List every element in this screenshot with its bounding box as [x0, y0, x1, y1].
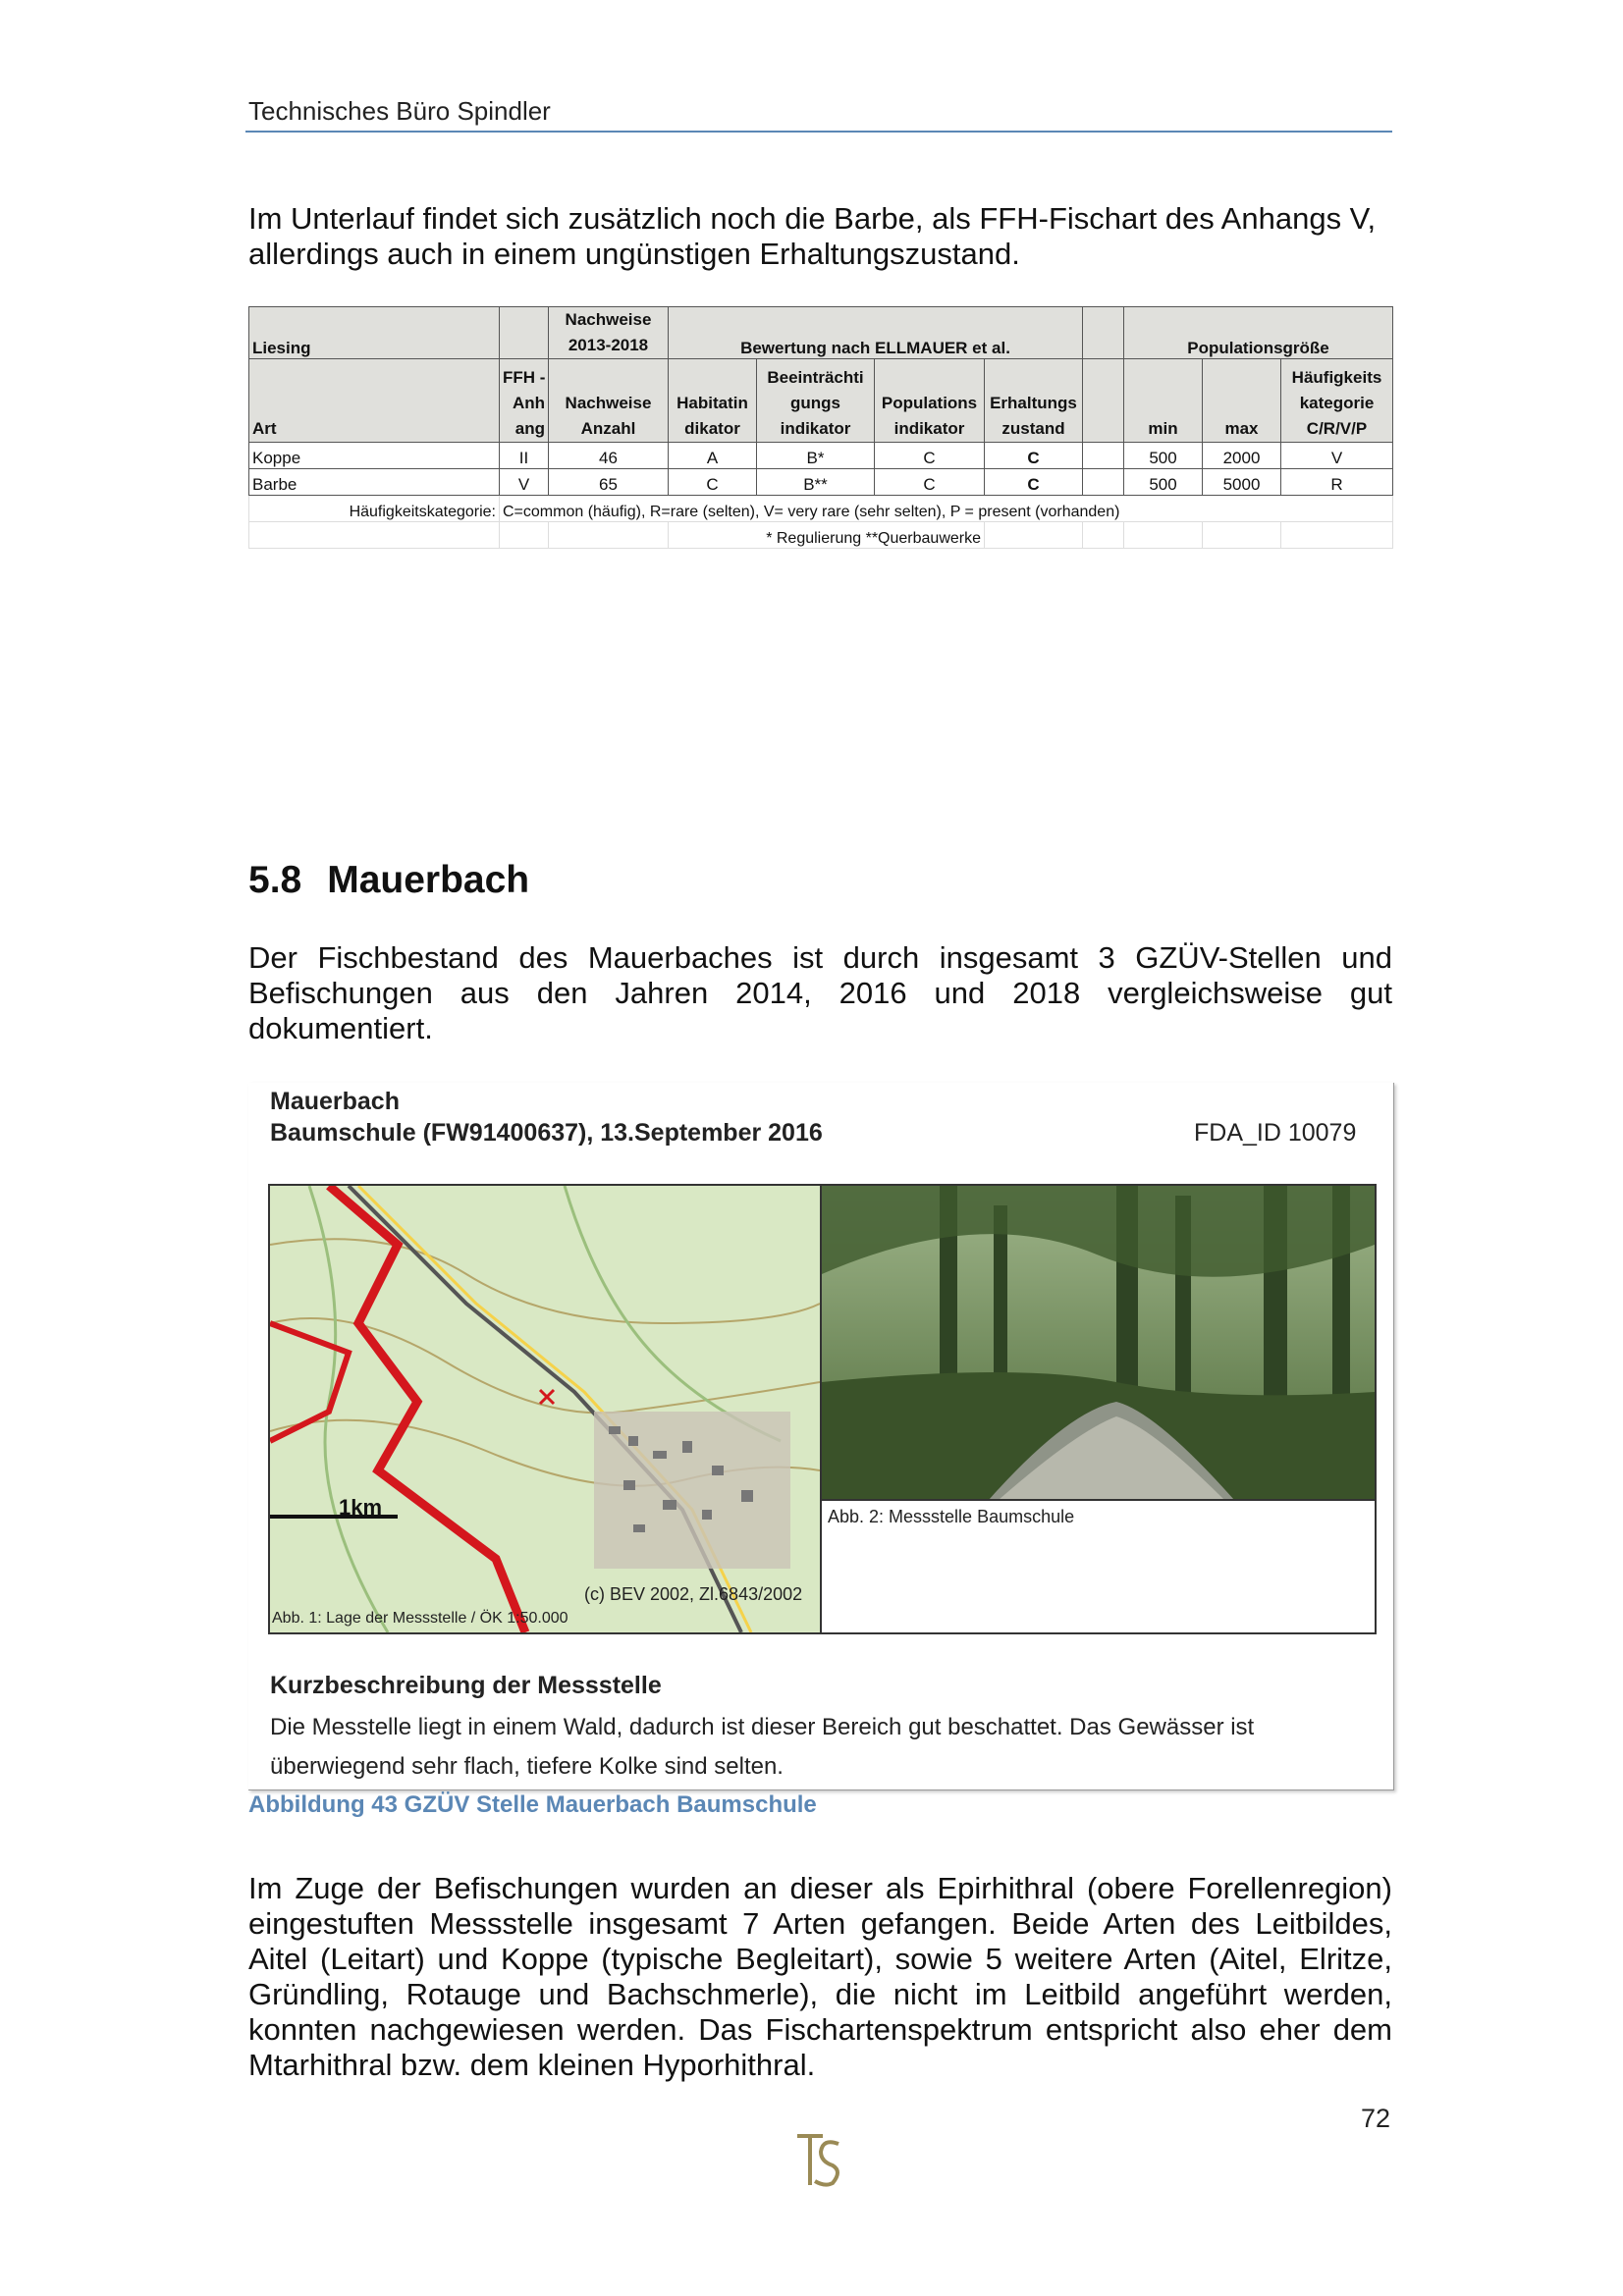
text-line: eingestuften Messstelle insgesamt 7 Arten gefangen. Beide Arten des Leitbildes, [248, 1906, 1392, 1941]
header-line: FFH - [503, 368, 546, 387]
text-line: Im Unterlauf findet sich zusätzlich noch die Barbe, als FFH-Fischart des Anhangs V, [248, 201, 1377, 236]
cell-min: 500 [1124, 469, 1203, 496]
figure-title: Mauerbach [270, 1088, 400, 1115]
section-paragraph [248, 940, 1392, 1046]
cell-empty [985, 522, 1083, 549]
cell-max: 2000 [1203, 443, 1281, 469]
header-line: ang [514, 419, 545, 438]
table-header-bewertung: Bewertung nach ELLMAUER et al. [669, 307, 1083, 359]
table-footnote: * Regulierung **Querbauwerke [669, 522, 985, 549]
section-number: 5.8 [248, 859, 302, 901]
forest-stream-photo [822, 1186, 1375, 1632]
text-line: Aitel (Leitart) und Koppe (typische Begleitart), sowie 5 weitere Arten (Aitel, Elritze, [248, 1942, 1392, 1976]
cell-anzahl: 46 [549, 443, 669, 469]
map-copyright: (c) BEV 2002, Zl.6843/2002 [584, 1584, 803, 1604]
header-rule [245, 131, 1392, 133]
cell-popind: C [875, 469, 985, 496]
table-header-cell [500, 307, 549, 359]
cell-empty [1083, 469, 1124, 496]
section-heading [248, 859, 529, 902]
text-line: Im Zuge der Befischungen wurden an dieser als Epirhithral (obere Forellenregion) [248, 1871, 1392, 1905]
closing-paragraph [248, 1871, 1392, 2083]
cell-erhalt: C [985, 443, 1083, 469]
header-line: Populations [881, 394, 978, 412]
table-header-habitat [669, 359, 757, 443]
text-line: Der Fischbestand des Mauerbaches ist durch insgesamt 3 GZÜV-Stellen und [248, 940, 1392, 975]
header-line: gungs [790, 394, 840, 412]
legend-label: Häufigkeitskategorie: [249, 496, 500, 522]
figure-subtitle: Baumschule (FW91400637), 13.September 2016 [270, 1119, 823, 1147]
table-legend-row [249, 496, 1393, 522]
header-line: 2013-2018 [568, 336, 649, 354]
header-line: indikator [780, 419, 851, 438]
text-line: überwiegend sehr flach, tiefere Kolke sind selten. [270, 1753, 784, 1780]
text-line: Befischungen aus den Jahren 2014, 2016 und 2018 vergleichsweise gut [248, 976, 1392, 1010]
kurzbeschreibung-text [270, 1708, 1370, 1787]
table-header-max: max [1203, 359, 1281, 443]
section-title: Mauerbach [327, 859, 530, 901]
cell-beeintr: B* [757, 443, 875, 469]
cell-empty [1203, 522, 1281, 549]
cell-max: 5000 [1203, 469, 1281, 496]
table-row [249, 443, 1393, 469]
ts-logo [793, 2130, 848, 2196]
header-line: Anh [512, 394, 545, 412]
map-image [268, 1184, 822, 1634]
cell-art: Koppe [249, 443, 500, 469]
header-line: Beeinträchti [767, 368, 864, 387]
page-number: 72 [1361, 2104, 1391, 2133]
header-line: Anzahl [580, 419, 636, 438]
cell-ffh: II [500, 443, 549, 469]
header-line: Habitatin [676, 394, 748, 412]
table-header-beeintr [757, 359, 875, 443]
table-header-ffh [500, 359, 549, 443]
table-header-anzahl [549, 359, 669, 443]
cell-empty [1281, 522, 1393, 549]
table-header-population: Populationsgröße [1124, 307, 1393, 359]
table-header-liesing: Liesing [249, 307, 500, 359]
photo-image [820, 1184, 1377, 1634]
map-caption: Abb. 1: Lage der Messstelle / ÖK 1:50.000 [272, 1610, 568, 1627]
cell-empty [549, 522, 669, 549]
table-header-kat [1281, 359, 1393, 443]
table-header-nachweise [549, 307, 669, 359]
cell-erhalt: C [985, 469, 1083, 496]
header-line: dikator [684, 419, 740, 438]
cell-empty [1124, 522, 1203, 549]
text-line: Gründling, Rotauge und Bachschmerle), die nicht im Leitbild angeführt werden, [248, 1977, 1392, 2011]
photo-caption: Abb. 2: Messstelle Baumschule [828, 1507, 1075, 1526]
header-line: Nachweise [565, 310, 652, 329]
cell-min: 500 [1124, 443, 1203, 469]
table-footnote-row [249, 522, 1393, 549]
map-scale-label: 1km [339, 1495, 383, 1520]
figure-fda-id: FDA_ID 10079 [1194, 1119, 1357, 1147]
cell-habitat: A [669, 443, 757, 469]
logo-icon [793, 2130, 848, 2191]
cell-empty [500, 522, 549, 549]
table-header-min: min [1124, 359, 1203, 443]
header-line: Häufigkeits [1291, 368, 1382, 387]
header-line: Nachweise [565, 394, 652, 412]
table-header-art: Art [249, 359, 500, 443]
table-row [249, 469, 1393, 496]
cell-empty [249, 522, 500, 549]
text-line: Die Messtelle liegt in einem Wald, dadurch ist dieser Bereich gut beschattet. Das Gewässer ist [270, 1714, 1255, 1740]
text-line: allerdings auch in einem ungünstigen Erhaltungszustand. [248, 237, 1020, 271]
header-line: zustand [1001, 419, 1065, 438]
table-header-cell [1083, 307, 1124, 359]
cell-anzahl: 65 [549, 469, 669, 496]
intro-paragraph [248, 201, 1392, 272]
cell-popind: C [875, 443, 985, 469]
cell-kat: V [1281, 443, 1393, 469]
figure-caption: Abbildung 43 GZÜV Stelle Mauerbach Baumschule [248, 1791, 817, 1818]
header-line: kategorie [1299, 394, 1375, 412]
cell-beeintr: B** [757, 469, 875, 496]
table-header-cell [1083, 359, 1124, 443]
cell-kat: R [1281, 469, 1393, 496]
cell-habitat: C [669, 469, 757, 496]
cell-empty [1083, 443, 1124, 469]
table-header-erhalt [985, 359, 1083, 443]
legend-text: C=common (häufig), R=rare (selten), V= very rare (sehr selten), P = present (vorhanden) [500, 496, 1393, 522]
header-line: indikator [893, 419, 965, 438]
topographic-map [270, 1186, 820, 1632]
cell-art: Barbe [249, 469, 500, 496]
page-header: Technisches Büro Spindler [248, 96, 551, 126]
cell-ffh: V [500, 469, 549, 496]
fish-table [248, 306, 1393, 549]
text-line: konnten nachgewiesen werden. Das Fischartenspektrum entspricht also eher dem [248, 2012, 1392, 2047]
header-line: Erhaltungs [990, 394, 1077, 412]
kurzbeschreibung-title: Kurzbeschreibung der Messstelle [270, 1672, 662, 1699]
text-line: Mtarhithral bzw. dem kleinen Hyporhithral. [248, 2048, 816, 2082]
table-header-popind [875, 359, 985, 443]
cell-empty [1083, 522, 1124, 549]
text-line: dokumentiert. [248, 1011, 433, 1045]
header-line: C/R/V/P [1306, 419, 1368, 438]
